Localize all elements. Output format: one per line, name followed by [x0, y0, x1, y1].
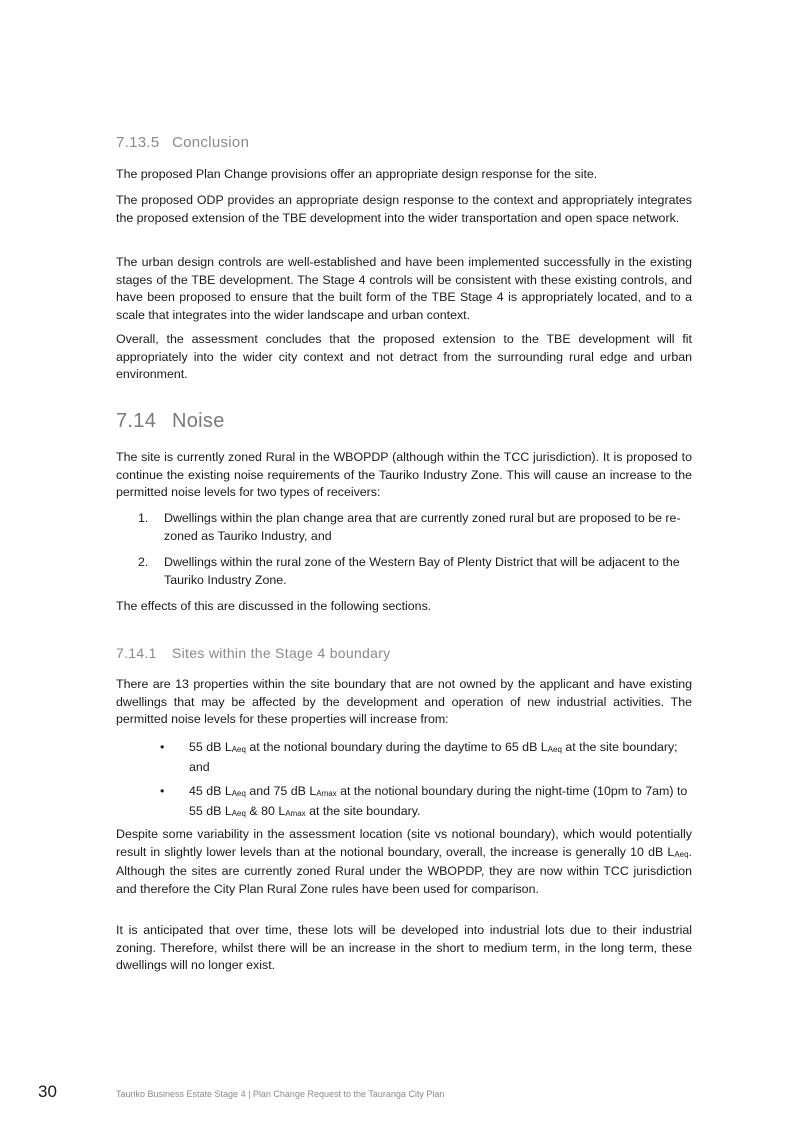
- list-item: • 45 dB $L_{Aeq}$ and 75 dB $L_{Amax}$ at the notional boundary during the night-time (10pm to 7am) to 55 dB $L_{Aeq}$ & 80 $L_{Amax}$ at the site boundary.: [160, 784, 688, 818]
- footer-text: Tauriko Business Estate Stage 4 | Plan Change Request to the Tauranga City Plan: [116, 1089, 445, 1099]
- paragraph: The site is currently zoned Rural in the WBOPDP (although within the TCC jurisdiction). It is proposed to continue the existing noise requirements of the Tauriko Industry Zone. This will cause an increase to the permitted noise levels for two types of receivers:: [116, 450, 692, 499]
- heading-number: 7.14.1: [116, 645, 157, 661]
- paragraph: It is anticipated that over time, these lots will be developed into industrial lots due to their industrial zoning. Therefore, whilst there will be an increase in the short to medium term, in the long term, these dwellings will no longer exist.: [116, 923, 692, 972]
- bullet-icon: •: [160, 784, 165, 798]
- paragraph: The urban design controls are well-established and have been implemented successfully in the existing stages of the TBE development. The Stage 4 controls will be consistent with these existing controls, and have been proposed to ensure that the built form of the TBE Stage 4 is appropriately located, and to a scale that integrates into the wider landscape and urban context.: [116, 255, 692, 322]
- heading-title: Conclusion: [172, 134, 250, 151]
- list-item: 2. Dwellings within the rural zone of the Western Bay of Plenty District that will be adjacent to the Tauriko Industry Zone.: [138, 555, 680, 587]
- heading-7-13-5: [116, 134, 249, 151]
- heading-7-14-1: [116, 645, 390, 661]
- paragraph: The effects of this are discussed in the following sections.: [116, 599, 432, 613]
- heading-title: Noise: [172, 410, 225, 432]
- paragraph: The proposed ODP provides an appropriate design response to the context and appropriately integrates the proposed extension of the TBE development into the wider transportation and open space network.: [116, 193, 692, 225]
- paragraph: The proposed Plan Change provisions offer an appropriate design response for the site.: [116, 167, 598, 181]
- paragraph: Despite some variability in the assessment location (site vs notional boundary), which would potentially result in slightly lower levels than at the notional boundary, overall, the increase is generally 10 dB $L_{Aeq}$. Although the sites are currently zoned Rural under the WBOPDP, they are now within TCC jurisdiction and therefore the City Plan Rural Zone rules have been used for comparison.: [116, 827, 692, 896]
- paragraph: There are 13 properties within the site boundary that are not owned by the applicant and have existing dwellings that may be affected by the development and operation of new industrial activities. The permitted noise levels for these properties will increase from:: [116, 677, 692, 726]
- page-number: 30: [38, 1082, 57, 1101]
- list-item: 1. Dwellings within the plan change area that are currently zoned rural but are proposed to be re-zoned as Tauriko Industry, and: [138, 511, 681, 543]
- heading-title: Sites within the Stage 4 boundary: [172, 645, 391, 661]
- heading-7-14: [116, 410, 225, 433]
- bullet-icon: •: [160, 740, 165, 754]
- heading-number: 7.13.5: [116, 134, 160, 151]
- paragraph: Overall, the assessment concludes that the proposed extension to the TBE development will fit appropriately into the wider city context and not detract from the surrounding rural edge and urban environment.: [116, 332, 692, 381]
- heading-number: 7.14: [116, 410, 157, 432]
- list-item: • 55 dB $L_{Aeq}$ at the notional boundary during the daytime to 65 dB $L_{Aeq}$ at the site boundary; and: [160, 740, 678, 774]
